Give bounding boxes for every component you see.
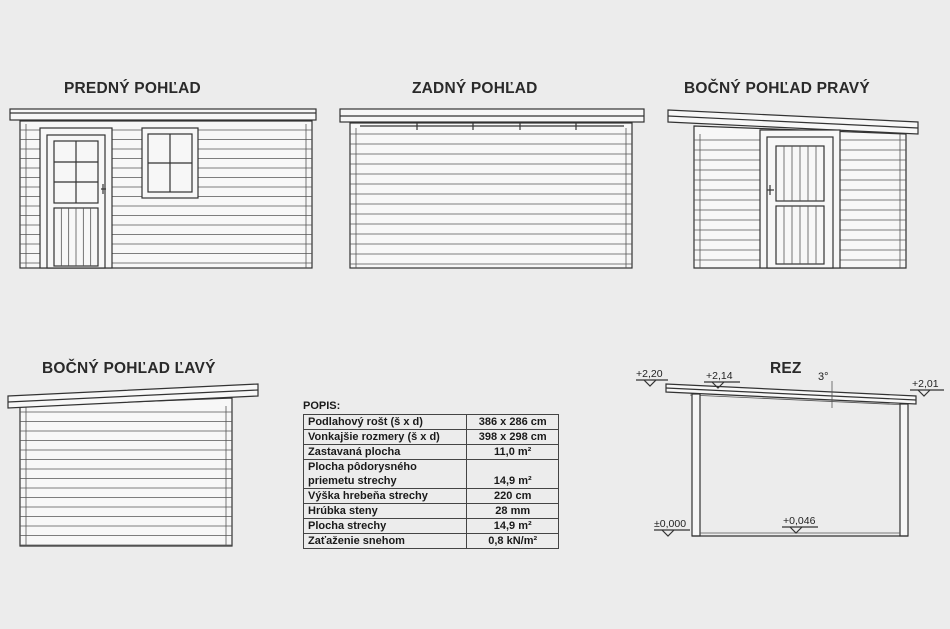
right-side-view	[668, 110, 918, 268]
level-marker-top-mid	[704, 370, 740, 388]
svg-text:±0,000: ±0,000	[654, 518, 687, 530]
popis-row	[304, 504, 559, 519]
popis-value: 14,9 m²	[467, 519, 559, 534]
level-marker-top-right	[910, 378, 944, 396]
popis-row	[304, 415, 559, 430]
section-title: REZ	[770, 360, 802, 377]
popis-label: Plocha strechy	[304, 519, 467, 534]
popis-row	[304, 445, 559, 460]
svg-text:+0,046: +0,046	[783, 515, 816, 527]
popis-title: POPIS:	[303, 400, 341, 412]
popis-row	[304, 519, 559, 534]
right-view-title: BOČNÝ POHĽAD PRAVÝ	[684, 80, 870, 97]
front-door	[40, 128, 112, 268]
left-side-view	[8, 384, 258, 546]
back-view	[340, 109, 644, 268]
popis-value: 11,0 m²	[467, 445, 559, 460]
popis-row	[304, 489, 559, 504]
popis-label: Zastavaná plocha	[304, 445, 467, 460]
popis-row	[304, 430, 559, 445]
popis-label: Hrúbka steny	[304, 504, 467, 519]
level-marker-ground	[654, 518, 690, 536]
roof-angle-label: 3°	[818, 371, 829, 383]
front-view	[10, 109, 316, 268]
popis-label: Zaťaženie snehom	[304, 534, 467, 549]
back-view-title: ZADNÝ POHĽAD	[412, 80, 538, 97]
back-wall	[350, 123, 632, 268]
popis-value: 28 mm	[467, 504, 559, 519]
svg-text:+2,01: +2,01	[912, 378, 939, 390]
front-roof-edge	[10, 109, 316, 120]
popis-table	[303, 414, 559, 549]
popis-value: 220 cm	[467, 489, 559, 504]
svg-text:+2,14: +2,14	[706, 370, 733, 382]
front-view-title: PREDNÝ POHĽAD	[64, 80, 201, 97]
popis-value: 386 x 286 cm	[467, 415, 559, 430]
popis-value: 0,8 kN/m²	[467, 534, 559, 549]
left-side-wall	[20, 398, 232, 546]
popis-row	[304, 534, 559, 549]
section-view	[636, 368, 944, 536]
popis-table-block	[303, 400, 565, 549]
popis-label: Plocha pôdorysného priemetu strechy	[304, 460, 467, 489]
left-view-title: BOČNÝ POHĽAD ĽAVÝ	[42, 360, 216, 377]
popis-label: Podlahový rošt (š x d)	[304, 415, 467, 430]
popis-value: 14,9 m²	[467, 460, 559, 489]
popis-label: Vonkajšie rozmery (š x d)	[304, 430, 467, 445]
right-side-door	[760, 130, 840, 268]
svg-text:+2,20: +2,20	[636, 368, 663, 380]
popis-value: 398 x 298 cm	[467, 430, 559, 445]
popis-label: Výška hrebeňa strechy	[304, 489, 467, 504]
level-marker-top-left	[636, 368, 668, 386]
popis-row	[304, 460, 559, 489]
front-window	[142, 128, 198, 198]
level-marker-floor	[782, 515, 818, 533]
